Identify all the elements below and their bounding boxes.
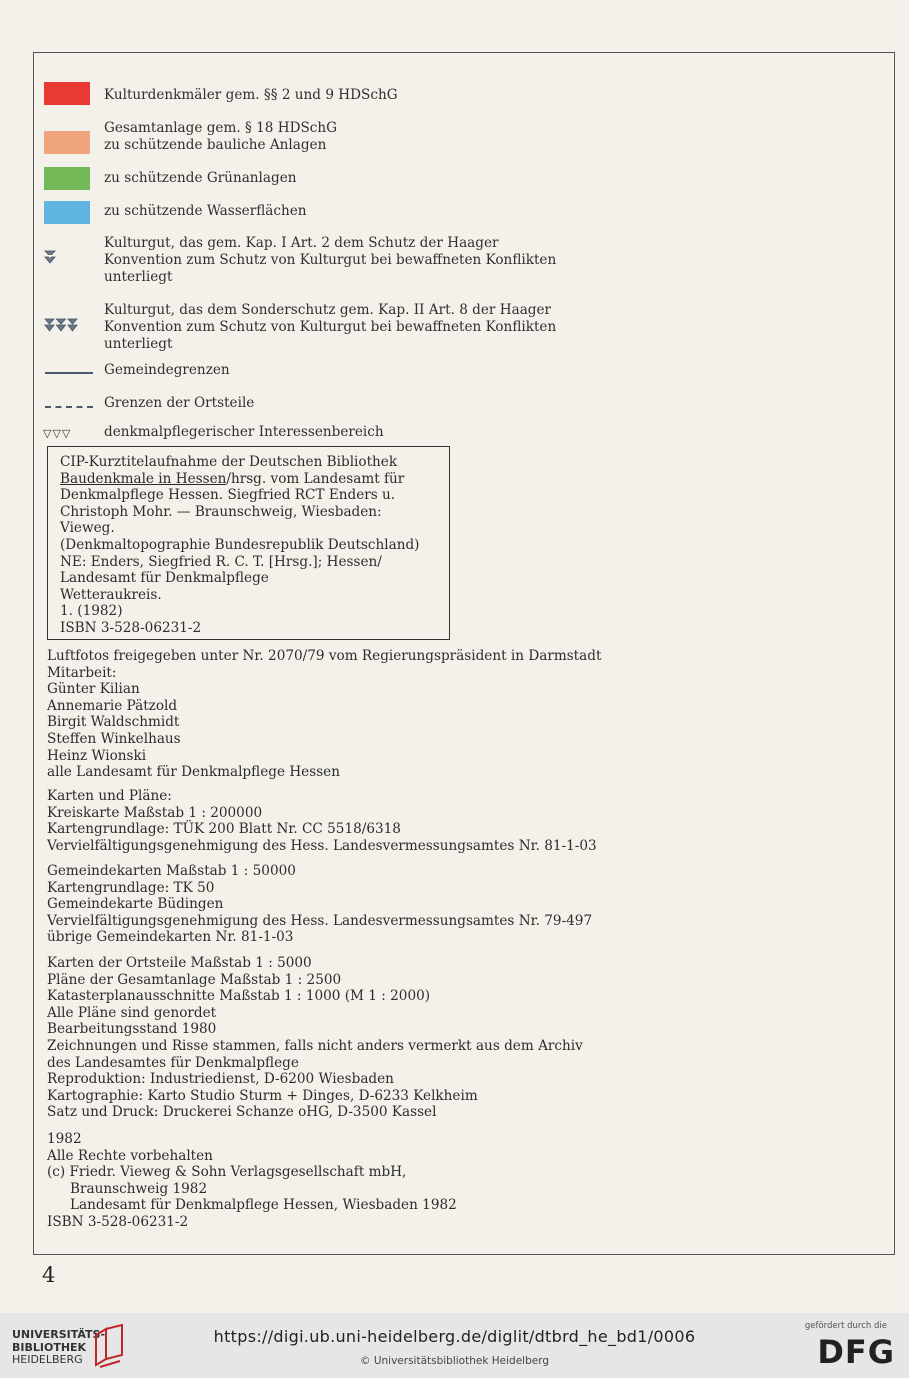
credit-line: Heinz Wionski — [47, 747, 147, 764]
rights-landesamt: Landesamt für Denkmalpflege Hessen, Wiesbaden 1982 — [70, 1197, 457, 1214]
rights-isbn: ISBN 3-528-06231-2 — [47, 1213, 189, 1230]
maps-line: Bearbeitungsstand 1980 — [47, 1021, 217, 1038]
legend-ortsteile: Grenzen der Ortsteile — [104, 395, 255, 411]
cip-line: 1. (1982) — [60, 603, 123, 620]
credit-line: Annemarie Pätzold — [47, 697, 178, 714]
legend-wasserflaechen: zu schützende Wasserflächen — [104, 203, 307, 219]
funded-by-label: gefördert durch die — [804, 1321, 887, 1331]
maps-line: Kartengrundlage: TK 50 — [47, 879, 215, 896]
cip-line: Landesamt für Denkmalpflege — [60, 570, 269, 587]
cip-isbn: ISBN 3-528-06231-2 — [60, 619, 202, 636]
rights-block — [47, 1131, 457, 1231]
green-swatch — [44, 167, 90, 190]
maps-line: Reproduktion: Industriedienst, D-6200 Wiesbaden — [47, 1071, 394, 1088]
hague-shield-icon — [44, 250, 56, 264]
maps-line: Karten und Pläne: — [47, 788, 172, 804]
red-swatch — [44, 82, 90, 105]
permalink-url[interactable]: https://digi.ub.uni-heidelberg.de/diglit/dtbrd_he_bd1/0006 — [213, 1327, 696, 1346]
credit-line: Steffen Winkelhaus — [47, 730, 181, 747]
credit-line: Mitarbeit: — [47, 664, 117, 681]
legend-kulturgut2-line1: Kulturgut, das dem Sonderschutz gem. Kap. II Art. 8 der Haager — [104, 302, 552, 318]
credits-block — [47, 648, 601, 781]
maps-block-2 — [47, 863, 592, 946]
maps-line: Zeichnungen und Risse stammen, falls nicht anders vermerkt aus dem Archiv — [47, 1037, 583, 1054]
cip-heading: CIP-Kurztitelaufnahme der Deutschen Bibliothek — [60, 454, 398, 470]
maps-line: Pläne der Gesamtanlage Maßstab 1 : 2500 — [47, 971, 342, 988]
cip-title: Baudenkmale in Hessen — [60, 470, 227, 487]
legend-kulturgut1-line2: Konvention zum Schutz von Kulturgut bei bewaffneten Konflikten — [104, 252, 557, 268]
legend-interessenbereich: denkmalpflegerischer Interessenbereich — [104, 424, 384, 440]
legend-kulturgut1-line3: unterliegt — [104, 269, 173, 285]
legend-kulturgut2-line2: Konvention zum Schutz von Kulturgut bei bewaffneten Konflikten — [104, 319, 557, 335]
rights-reserved: Alle Rechte vorbehalten — [47, 1147, 213, 1164]
maps-block-1 — [47, 788, 597, 854]
ortsteilgrenze-dashed-line — [45, 406, 93, 408]
legend-kulturdenkmaeler: Kulturdenkmäler gem. §§ 2 und 9 HDSchG — [104, 87, 398, 103]
page-number: 4 — [42, 1263, 56, 1287]
cip-line: Christoph Mohr. — Braunschweig, Wiesbaden: — [60, 503, 382, 520]
maps-line: Kartengrundlage: TÜK 200 Blatt Nr. CC 5518/6318 — [47, 821, 401, 838]
legend-kulturgut1-line1: Kulturgut, das gem. Kap. I Art. 2 dem Schutz der Haager — [104, 235, 499, 251]
maps-line: Kreiskarte Maßstab 1 : 200000 — [47, 804, 263, 821]
cip-title-line — [60, 471, 449, 488]
rights-publisher: (c) Friedr. Vieweg & Sohn Verlagsgesellschaft mbH, — [47, 1164, 407, 1181]
blue-swatch — [44, 201, 90, 224]
dfg-logo[interactable]: DFG — [817, 1333, 895, 1371]
maps-line: übrige Gemeindekarten Nr. 81-1-03 — [47, 929, 294, 946]
legend-gemeindegrenzen: Gemeindegrenzen — [104, 362, 230, 378]
cip-line: NE: Enders, Siegfried R. C. T. [Hrsg.]; Hessen/ — [60, 553, 382, 570]
credit-line: Günter Kilian — [47, 681, 140, 698]
footer-bar — [0, 1313, 909, 1378]
maps-line: Vervielfältigungsgenehmigung des Hess. Landesvermessungsamtes Nr. 79-497 — [47, 912, 593, 929]
maps-line: Gemeindekarte Büdingen — [47, 896, 224, 913]
credit-line: Luftfotos freigegeben unter Nr. 2070/79 vom Regierungspräsident in Darmstadt — [47, 648, 602, 664]
cip-line: (Denkmaltopographie Bundesrepublik Deutschland) — [60, 536, 420, 553]
maps-line: Katasterplanausschnitte Maßstab 1 : 1000 (M 1 : 2000) — [47, 988, 431, 1005]
cip-line: Wetteraukreis. — [60, 586, 162, 603]
logo-line1: UNIVERSITÄTS- — [12, 1328, 106, 1341]
legend-gesamtanlage-1: Gesamtanlage gem. § 18 HDSchG — [104, 120, 338, 136]
rights-city: Braunschweig 1982 — [70, 1180, 208, 1197]
credit-line: Birgit Waldschmidt — [47, 714, 180, 731]
cip-title-rest: /hrsg. vom Landesamt für — [226, 470, 405, 487]
maps-line: Vervielfältigungsgenehmigung des Hess. Landesvermessungsamtes Nr. 81-1-03 — [47, 837, 597, 854]
orange-swatch — [44, 131, 90, 154]
maps-line: des Landesamtes für Denkmalpflege — [47, 1054, 299, 1071]
cip-line: Vieweg. — [60, 520, 115, 537]
legend-kulturgut2-line3: unterliegt — [104, 336, 173, 352]
maps-line: Alle Pläne sind genordet — [47, 1004, 217, 1021]
credit-line: alle Landesamt für Denkmalpflege Hessen — [47, 764, 340, 781]
legend-gruenanlagen: zu schützende Grünanlagen — [104, 170, 297, 186]
legend-gesamtanlage-2: zu schützende bauliche Anlagen — [104, 137, 327, 153]
logo-line3: HEIDELBERG — [12, 1353, 83, 1366]
cip-line: Denkmalpflege Hessen. Siegfried RCT Enders u. — [60, 487, 396, 504]
maps-line: Kartographie: Karto Studio Sturm + Dinges, D-6233 Kelkheim — [47, 1087, 478, 1104]
copyright-text: © Universitätsbibliothek Heidelberg — [359, 1355, 549, 1367]
maps-line: Karten der Ortsteile Maßstab 1 : 5000 — [47, 955, 312, 971]
logo-line2: BIBLIOTHEK — [12, 1340, 87, 1354]
rights-year: 1982 — [47, 1131, 82, 1147]
maps-line: Satz und Druck: Druckerei Schanze oHG, D-3500 Kassel — [47, 1104, 437, 1121]
gemeindegrenze-line — [45, 372, 93, 374]
maps-block-3 — [47, 955, 583, 1121]
maps-line: Gemeindekarten Maßstab 1 : 50000 — [47, 863, 296, 879]
triangle-symbol-icon: ▽▽▽ — [43, 427, 72, 440]
cip-catalog-box — [47, 446, 450, 640]
hague-triple-shield-icon — [44, 318, 78, 332]
